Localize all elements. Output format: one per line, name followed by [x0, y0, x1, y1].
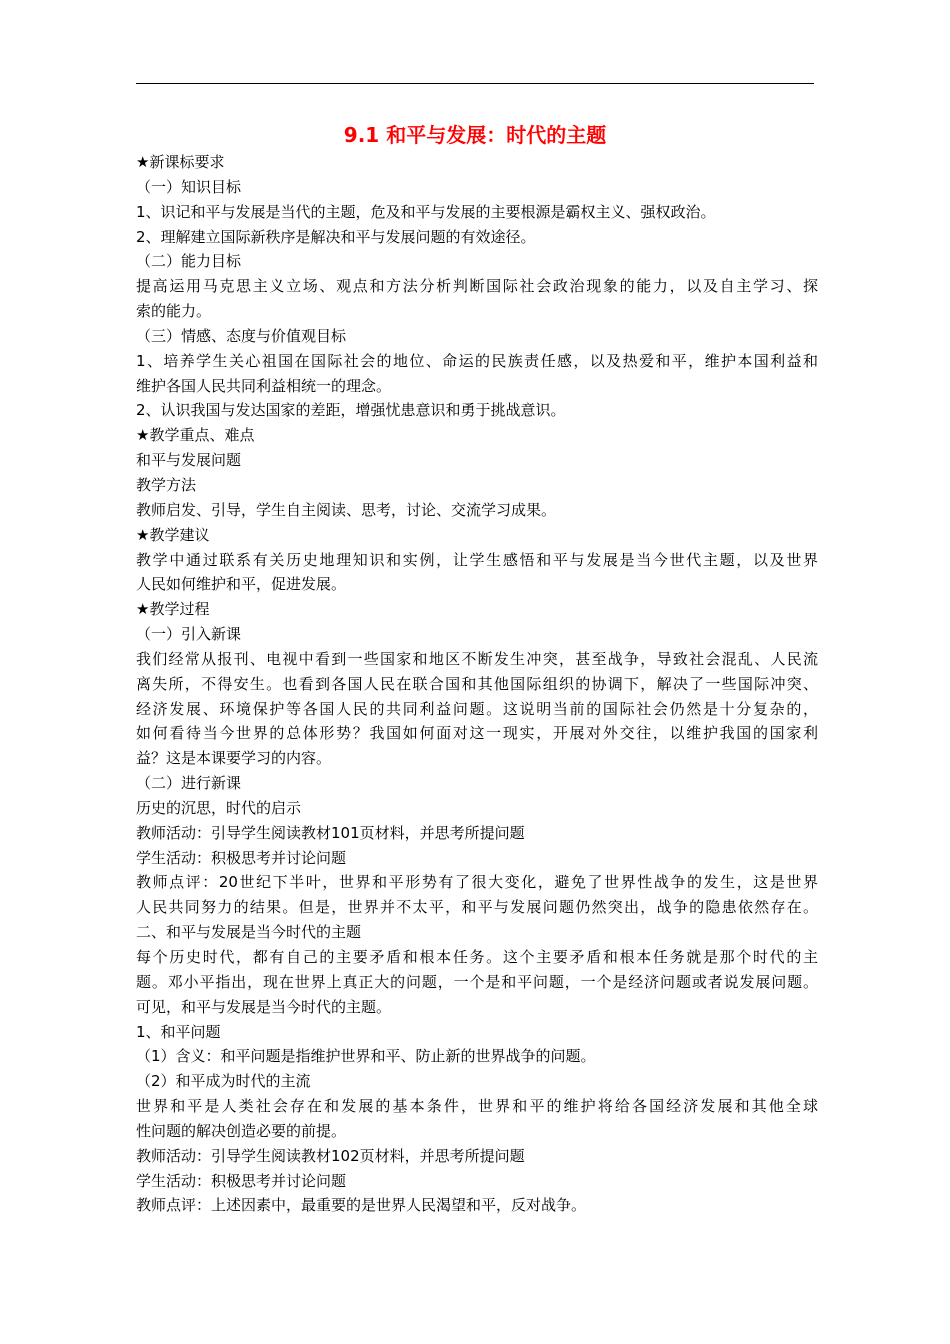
text-line: （1）含义：和平问题是指维护世界和平、防止新的世界战争的问题。	[136, 1047, 596, 1066]
text-line: 1、培养学生关心祖国在国际社会的地位、命运的民族责任感，以及热爱和平，维护本国利益和	[136, 351, 818, 370]
text-line: （一）引入新课	[136, 625, 242, 644]
text-line: 二、和平与发展是当今时代的主题	[136, 923, 362, 942]
text-line: 离失所，不得安生。也看到各国人民在联合国和其他国际组织的协调下，解决了一些国际冲突、	[136, 674, 818, 693]
text-line: 如何看待当今世界的总体形势？我国如何面对这一现实，开展对外交往，以维护我国的国家利	[136, 724, 818, 743]
text-line: （二）能力目标	[136, 252, 242, 271]
text-line: 2、理解建立国际新秩序是解决和平与发展问题的有效途径。	[136, 227, 536, 246]
text-line: ★教学过程	[136, 600, 210, 619]
header-rule	[136, 83, 814, 84]
text-line: 学生活动：积极思考并讨论问题	[136, 1171, 347, 1190]
text-line: 历史的沉思，时代的启示	[136, 798, 302, 817]
text-line: 教师活动：引导学生阅读教材102页材料，并思考所提问题	[136, 1146, 525, 1165]
text-line: （2）和平成为时代的主流	[136, 1072, 311, 1091]
text-line: 益？这是本课要学习的内容。	[136, 749, 332, 768]
text-line: 维护各国人民共同利益相统一的理念。	[136, 376, 392, 395]
text-line: 经济发展、环境保护等各国人民的共同利益问题。这说明当前的国际社会仍然是十分复杂的，	[136, 699, 818, 718]
text-line: 可见，和平与发展是当今时代的主题。	[136, 997, 392, 1016]
text-line: 提高运用马克思主义立场、观点和方法分析判断国际社会政治现象的能力，以及自主学习、探	[136, 277, 818, 296]
text-line: 1、和平问题	[136, 1022, 221, 1041]
text-line: 世界和平是人类社会存在和发展的基本条件，世界和平的维护将给各国经济发展和其他全球	[136, 1097, 818, 1116]
text-line: 教师活动：引导学生阅读教材101页材料，并思考所提问题	[136, 823, 525, 842]
text-line: 教师点评：20世纪下半叶，世界和平形势有了很大变化，避免了世界性战争的发生，这是世界	[136, 873, 818, 892]
text-line: 学生活动：积极思考并讨论问题	[136, 848, 347, 867]
text-line: （三）情感、态度与价值观目标	[136, 326, 347, 345]
text-line: 人民如何维护和平，促进发展。	[136, 575, 347, 594]
document-body	[136, 150, 818, 1218]
text-line: 每个历史时代，都有自己的主要矛盾和根本任务。这个主要矛盾和根本任务就是那个时代的主	[136, 948, 818, 966]
text-line: 我们经常从报刊、电视中看到一些国家和地区不断发生冲突，甚至战争，导致社会混乱、人民流	[136, 649, 818, 668]
text-line: 性问题的解决创造必要的前提。	[136, 1121, 347, 1140]
text-line: 索的能力。	[136, 302, 212, 321]
text-line: 教师点评：上述因素中，最重要的是世界人民渴望和平，反对战争。	[136, 1196, 587, 1215]
text-line: 教学方法	[136, 475, 197, 494]
text-line: 教学中通过联系有关历史地理知识和实例，让学生感悟和平与发展是当今世代主题，以及世界	[136, 550, 818, 569]
text-line: 和平与发展问题	[136, 451, 242, 470]
text-line: 人民共同努力的结果。但是，世界并不太平，和平与发展问题仍然突出，战争的隐患依然存在。	[136, 898, 818, 917]
text-line: 2、认识我国与发达国家的差距，增强忧患意识和勇于挑战意识。	[136, 401, 566, 420]
text-line: 1、识记和平与发展是当代的主题，危及和平与发展的主要根源是霸权主义、强权政治。	[136, 202, 716, 221]
text-line: 题。邓小平指出，现在世界上真正大的问题，一个是和平问题，一个是经济问题或者说发展问题。	[136, 972, 818, 991]
text-line: （二）进行新课	[136, 774, 242, 793]
text-line: ★新课标要求	[136, 153, 225, 171]
page-title: 9.1 和平与发展：时代的主题	[343, 123, 607, 147]
text-line: ★教学重点、难点	[136, 426, 255, 445]
text-line: ★教学建议	[136, 525, 210, 544]
text-line: 教师启发、引导，学生自主阅读、思考，讨论、交流学习成果。	[136, 500, 557, 519]
text-line: （一）知识目标	[136, 177, 242, 196]
